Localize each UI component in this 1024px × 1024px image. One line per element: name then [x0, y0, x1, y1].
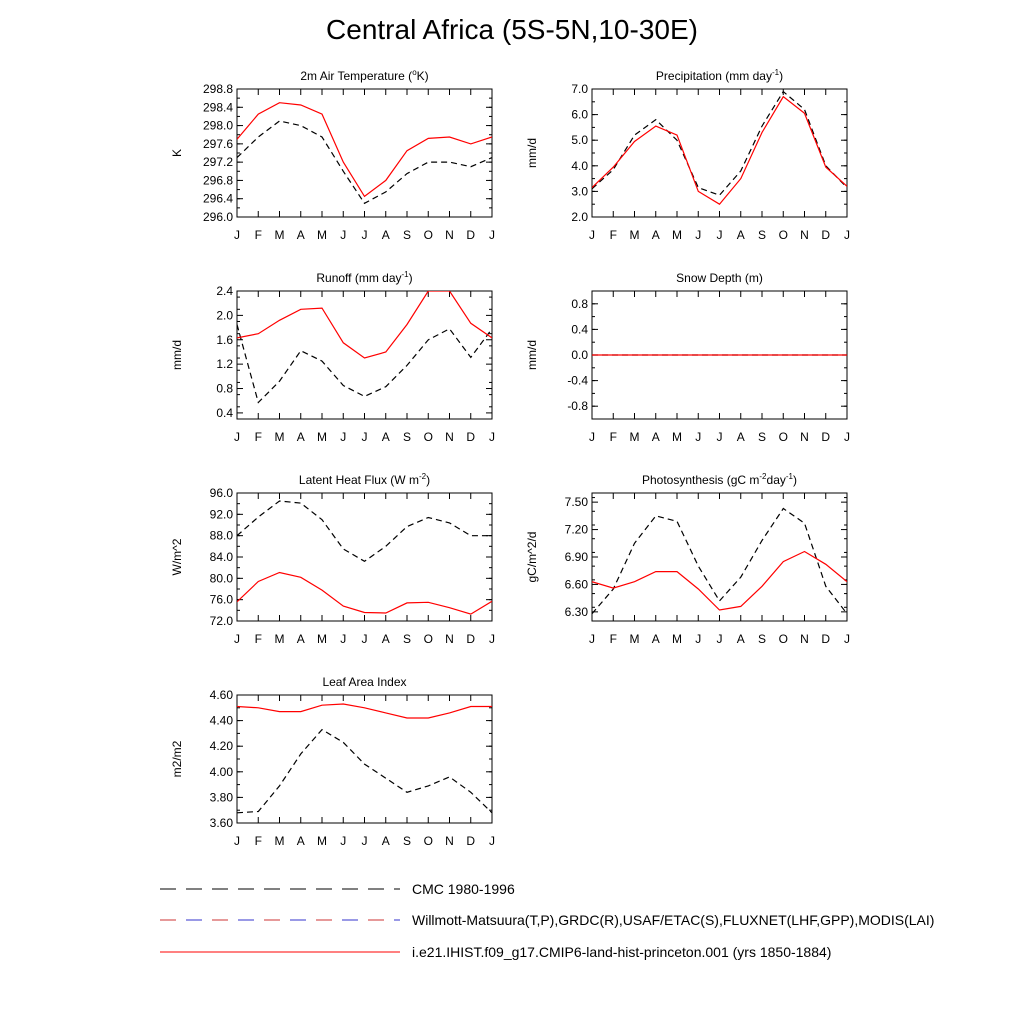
y-tick-label: 88.0 — [209, 528, 233, 543]
x-tick-label: A — [736, 632, 745, 646]
series-line-obs — [237, 325, 492, 403]
x-tick-label: D — [821, 430, 831, 444]
x-tick-label: M — [274, 430, 285, 444]
series-line-obs — [237, 501, 492, 561]
x-tick-label: O — [778, 430, 788, 444]
y-tick-label: 96.0 — [209, 486, 233, 500]
x-tick-label: N — [800, 430, 809, 444]
y-tick-label: 3.60 — [209, 816, 233, 830]
y-tick-label: 4.40 — [209, 713, 233, 728]
y-tick-label: 7.20 — [564, 522, 588, 537]
x-tick-label: M — [317, 430, 327, 444]
y-tick-label: 1.2 — [216, 357, 233, 372]
x-tick-label: J — [234, 430, 240, 444]
x-tick-label: M — [672, 228, 682, 242]
legend-item — [160, 944, 831, 960]
x-tick-label: D — [466, 632, 476, 646]
x-tick-label: S — [757, 430, 767, 444]
plot-frame — [237, 493, 492, 621]
x-tick-label: O — [423, 834, 433, 848]
x-tick-label: J — [234, 632, 240, 646]
y-axis-label: K — [170, 148, 184, 158]
x-tick-label: J — [340, 430, 347, 444]
y-tick-label: 5.0 — [571, 133, 588, 148]
y-tick-label: 0.4 — [571, 322, 588, 337]
panel-title: Latent Heat Flux (W $m^{-2}$) — [298, 472, 431, 487]
x-tick-label: O — [778, 632, 788, 646]
x-tick-label: O — [778, 228, 788, 242]
x-tick-label: M — [317, 228, 327, 242]
legend-label: i.e21.IHIST.f09_g17.CMIP6-land-hist-princeton.001 (yrs 1850-1884) — [412, 944, 832, 960]
panel-0 — [170, 68, 495, 242]
panel-title: Runoff (mm day$^{-1}$) — [316, 270, 413, 285]
x-tick-label: J — [340, 632, 347, 646]
x-tick-label: M — [629, 228, 640, 242]
x-tick-label: J — [716, 632, 723, 646]
x-tick-label: O — [423, 430, 433, 444]
x-tick-label: N — [800, 632, 809, 646]
panel-title: 2m Air Temperature ($^o$K) — [300, 68, 429, 83]
x-tick-label: A — [381, 834, 390, 848]
x-tick-label: F — [609, 632, 617, 646]
y-axis-label: mm/d — [170, 340, 184, 370]
x-tick-label: J — [844, 430, 850, 444]
x-tick-label: J — [489, 228, 495, 242]
x-tick-label: O — [423, 228, 433, 242]
x-tick-label: J — [695, 632, 702, 646]
y-tick-label: 296.8 — [202, 173, 233, 188]
x-tick-label: J — [844, 632, 850, 646]
x-tick-label: M — [672, 430, 682, 444]
plot-frame — [237, 695, 492, 823]
series-line-model — [592, 97, 847, 205]
legend-item — [160, 881, 515, 897]
x-tick-label: O — [423, 632, 433, 646]
series-line-model — [237, 291, 492, 358]
panel-title: Photosynthesis (gC $m^{-2}day^{-1}$) — [642, 472, 797, 487]
x-tick-label: A — [651, 632, 660, 646]
y-tick-label: 84.0 — [209, 550, 233, 564]
x-tick-label: J — [716, 430, 723, 444]
x-tick-label: F — [254, 430, 262, 444]
legend-label: Willmott-Matsuura(T,P),GRDC(R),USAF/ETAC(S),FLUXNET(LHF,GPP),MODIS(LAI) — [412, 912, 935, 928]
legend-label: CMC 1980-1996 — [412, 881, 515, 897]
panel-1 — [525, 68, 850, 242]
x-tick-label: A — [736, 430, 745, 444]
x-tick-label: A — [296, 228, 305, 242]
x-tick-label: M — [274, 632, 285, 646]
panel-title: Leaf Area Index — [322, 675, 407, 689]
x-tick-label: M — [274, 228, 285, 242]
x-tick-label: D — [821, 228, 831, 242]
y-tick-label: 6.60 — [564, 577, 588, 592]
x-tick-label: M — [317, 834, 327, 848]
x-tick-label: J — [489, 632, 495, 646]
x-tick-label: J — [234, 228, 240, 242]
x-tick-label: A — [296, 632, 305, 646]
series-line-model — [592, 552, 847, 611]
x-tick-label: J — [589, 430, 595, 444]
legend-item — [160, 912, 934, 928]
x-tick-label: N — [445, 834, 454, 848]
x-tick-label: A — [296, 430, 305, 444]
x-tick-label: J — [844, 228, 850, 242]
panel-2 — [170, 270, 495, 444]
y-tick-label: 92.0 — [209, 507, 233, 522]
y-tick-label: 6.0 — [571, 107, 588, 122]
series-line-model — [237, 704, 492, 718]
x-tick-label: A — [651, 228, 660, 242]
x-tick-label: N — [445, 430, 454, 444]
y-tick-label: 296.0 — [202, 210, 233, 224]
series-line-model — [237, 103, 492, 197]
y-axis-label: m2/m2 — [170, 740, 184, 778]
x-tick-label: J — [489, 834, 495, 848]
y-tick-label: 80.0 — [209, 571, 233, 586]
x-tick-label: F — [254, 834, 262, 848]
x-tick-label: D — [466, 834, 476, 848]
y-tick-label: 2.0 — [571, 210, 588, 224]
y-axis-label: mm/d — [525, 138, 539, 168]
x-tick-label: F — [254, 632, 262, 646]
panel-5 — [525, 472, 850, 646]
y-tick-label: 0.0 — [571, 348, 588, 362]
x-tick-label: J — [716, 228, 723, 242]
x-tick-label: A — [381, 228, 390, 242]
series-line-obs — [237, 730, 492, 813]
x-tick-label: S — [402, 834, 412, 848]
y-axis-label: W/m^2 — [170, 538, 184, 576]
x-tick-label: M — [672, 632, 682, 646]
x-tick-label: J — [234, 834, 240, 848]
y-tick-label: 76.0 — [209, 592, 233, 607]
series-line-obs — [237, 121, 492, 203]
y-tick-label: 2.4 — [216, 284, 233, 298]
x-tick-label: M — [629, 632, 640, 646]
x-tick-label: S — [402, 228, 412, 242]
x-tick-label: M — [317, 632, 327, 646]
y-axis-label: gC/m^2/d — [525, 531, 539, 583]
x-tick-label: J — [361, 228, 368, 242]
x-tick-label: J — [340, 834, 347, 848]
panel-title: Precipitation (mm day$^{-1}$) — [655, 68, 784, 83]
y-tick-label: 6.90 — [564, 550, 588, 564]
x-tick-label: A — [296, 834, 305, 848]
plot-frame — [592, 493, 847, 621]
plot-frame — [592, 89, 847, 217]
x-tick-label: J — [695, 430, 702, 444]
plot-frame — [237, 291, 492, 419]
x-tick-label: A — [651, 430, 660, 444]
y-tick-label: 4.0 — [571, 158, 588, 173]
y-tick-label: 4.20 — [209, 739, 233, 754]
y-tick-label: 296.4 — [202, 191, 233, 206]
y-tick-label: 298.8 — [202, 82, 233, 96]
y-tick-label: 4.00 — [209, 764, 233, 779]
x-tick-label: J — [589, 632, 595, 646]
x-tick-label: D — [466, 228, 476, 242]
y-tick-label: 7.50 — [564, 495, 588, 510]
x-tick-label: M — [629, 430, 640, 444]
x-tick-label: A — [381, 430, 390, 444]
panel-4 — [170, 472, 495, 646]
plot-frame — [237, 89, 492, 217]
x-tick-label: S — [402, 430, 412, 444]
x-tick-label: F — [609, 228, 617, 242]
figure-title: Central Africa (5S-5N,10-30E) — [326, 14, 698, 45]
y-tick-label: 4.60 — [209, 688, 233, 702]
y-tick-label: 298.0 — [202, 118, 233, 133]
x-tick-label: J — [489, 430, 495, 444]
panel-3 — [525, 271, 850, 444]
x-tick-label: J — [589, 228, 595, 242]
panel-6 — [170, 675, 495, 848]
y-tick-label: 72.0 — [209, 614, 233, 628]
x-tick-label: A — [736, 228, 745, 242]
panel-title: Snow Depth (m) — [676, 271, 763, 285]
x-tick-label: J — [361, 430, 368, 444]
x-tick-label: S — [757, 632, 767, 646]
x-tick-label: J — [695, 228, 702, 242]
series-line-model — [237, 573, 492, 615]
y-tick-label: 297.6 — [202, 136, 233, 151]
x-tick-label: M — [274, 834, 285, 848]
y-tick-label: 0.8 — [571, 296, 588, 311]
y-tick-label: 0.4 — [216, 405, 233, 420]
x-tick-label: S — [402, 632, 412, 646]
x-tick-label: D — [466, 430, 476, 444]
y-tick-label: 298.4 — [202, 100, 233, 115]
x-tick-label: J — [361, 632, 368, 646]
series-line-obs — [592, 92, 847, 196]
y-tick-label: 6.30 — [564, 604, 588, 619]
series-line-obs — [592, 509, 847, 614]
y-tick-label: 2.0 — [216, 308, 233, 323]
y-tick-label: 3.0 — [571, 184, 588, 199]
y-tick-label: -0.4 — [567, 373, 588, 388]
x-tick-label: D — [821, 632, 831, 646]
x-tick-label: S — [757, 228, 767, 242]
y-tick-label: 0.8 — [216, 381, 233, 396]
x-tick-label: J — [340, 228, 347, 242]
y-tick-label: 7.0 — [571, 82, 588, 96]
y-tick-label: -0.8 — [567, 399, 588, 414]
x-tick-label: J — [361, 834, 368, 848]
x-tick-label: F — [609, 430, 617, 444]
y-tick-label: 3.80 — [209, 790, 233, 805]
y-tick-label: 1.6 — [216, 332, 233, 347]
y-axis-label: mm/d — [525, 340, 539, 370]
x-tick-label: N — [445, 632, 454, 646]
x-tick-label: N — [800, 228, 809, 242]
x-tick-label: A — [381, 632, 390, 646]
x-tick-label: N — [445, 228, 454, 242]
y-tick-label: 297.2 — [202, 155, 233, 170]
x-tick-label: F — [254, 228, 262, 242]
